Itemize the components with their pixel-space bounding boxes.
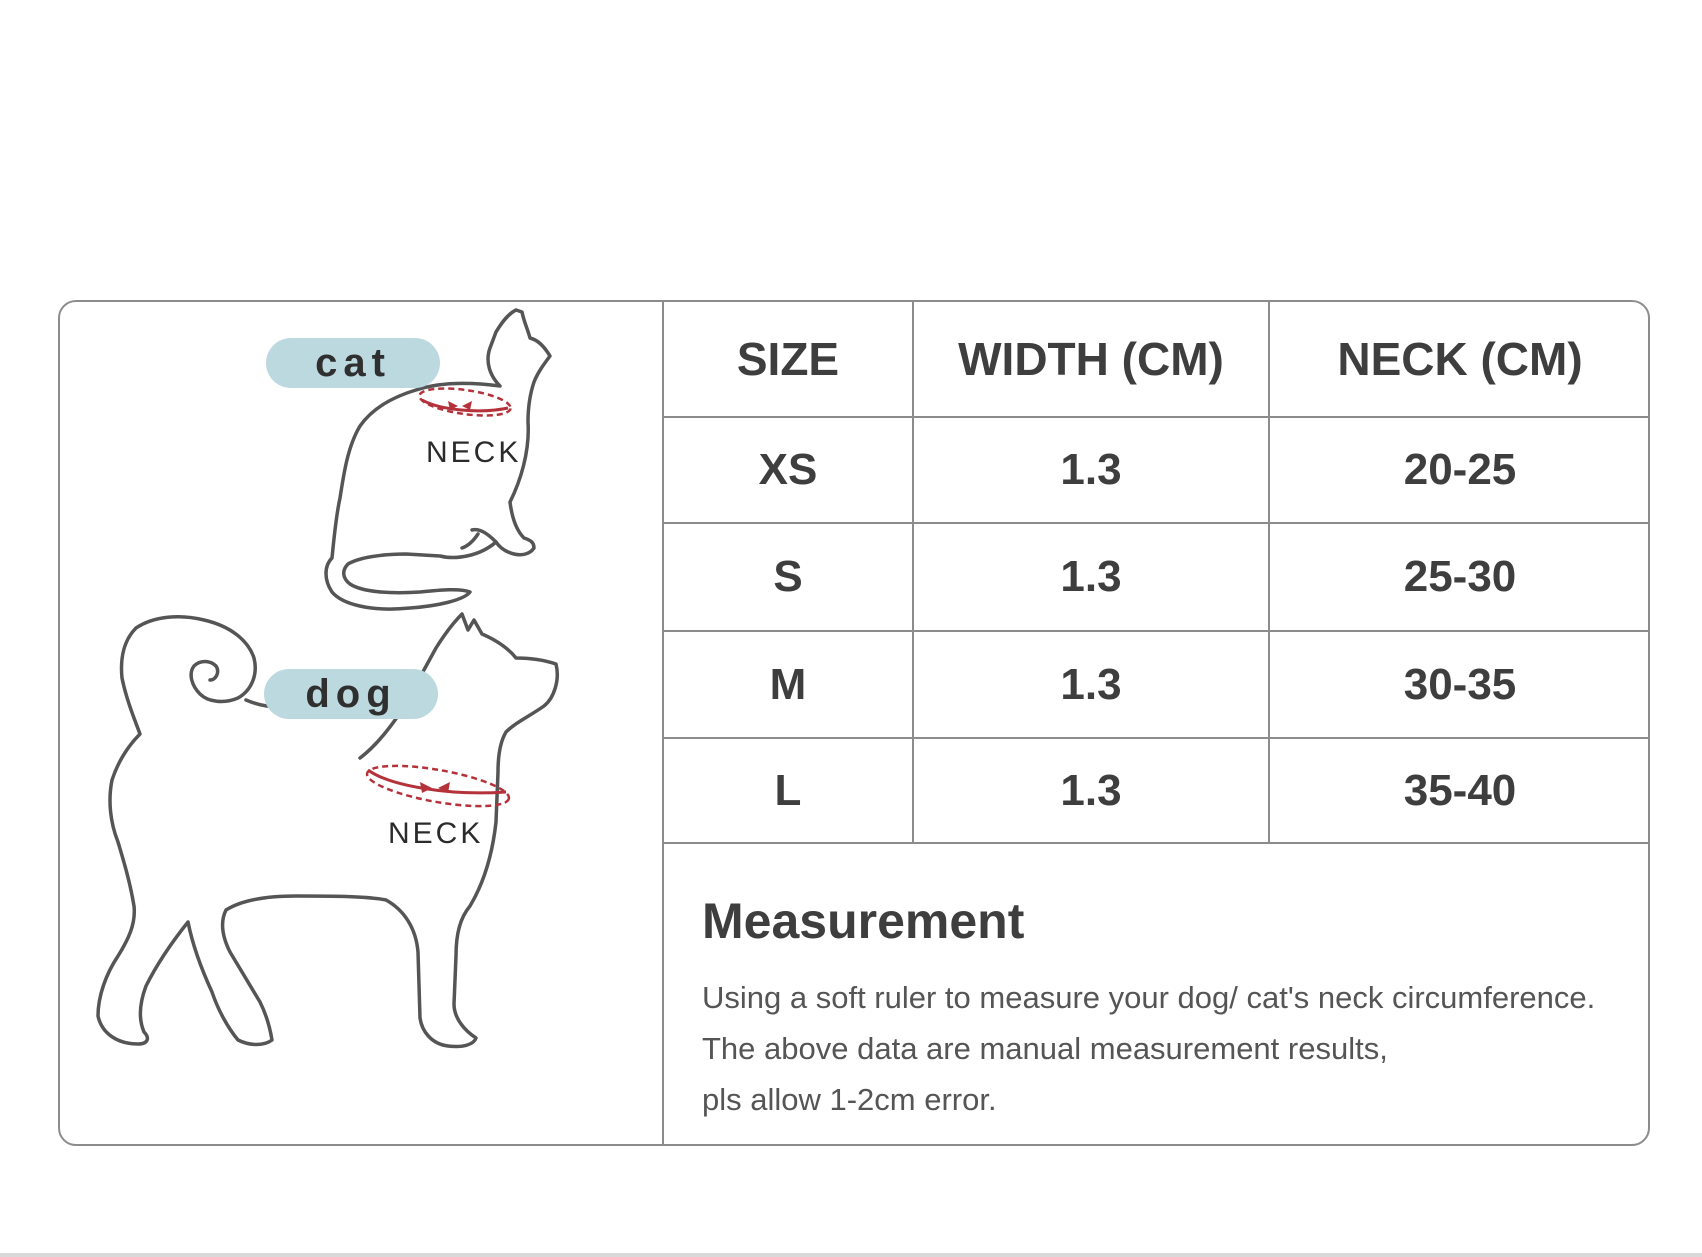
cat-label-pill: cat [266,338,440,388]
header-size: SIZE [664,302,913,417]
table-row [664,523,1650,631]
measurement-section [664,850,1650,1146]
measurement-line: Using a soft ruler to measure your dog/ cat's neck circumference. [702,980,1596,1015]
cell-width: 1.3 [913,417,1269,523]
dog-label-pill: dog [264,669,438,719]
cell-size: S [664,523,913,631]
header-neck: NECK (CM) [1269,302,1650,417]
cell-neck: 20-25 [1269,417,1650,523]
size-chart-card [58,300,1650,1146]
dog-neck-label: NECK [388,817,484,850]
cell-size: XS [664,417,913,523]
cell-size: L [664,738,913,843]
cell-neck: 25-30 [1269,523,1650,631]
cell-size: M [664,631,913,738]
cell-width: 1.3 [913,523,1269,631]
cell-neck: 35-40 [1269,738,1650,843]
bottom-divider [0,1253,1702,1257]
table-header-row [664,302,1650,417]
cat-neck-label: NECK [426,436,522,469]
table-row [664,631,1650,738]
measurement-line: pls allow 1-2cm error. [702,1082,997,1117]
cell-neck: 30-35 [1269,631,1650,738]
size-table [664,302,1650,844]
pet-illustration-panel [60,302,664,1146]
cell-width: 1.3 [913,738,1269,843]
pet-silhouettes [60,302,664,1146]
measurement-line: The above data are manual measurement results, [702,1031,1388,1066]
table-row [664,738,1650,843]
cell-width: 1.3 [913,631,1269,738]
header-width: WIDTH (CM) [913,302,1269,417]
table-row [664,417,1650,523]
measurement-title: Measurement [702,893,1025,949]
